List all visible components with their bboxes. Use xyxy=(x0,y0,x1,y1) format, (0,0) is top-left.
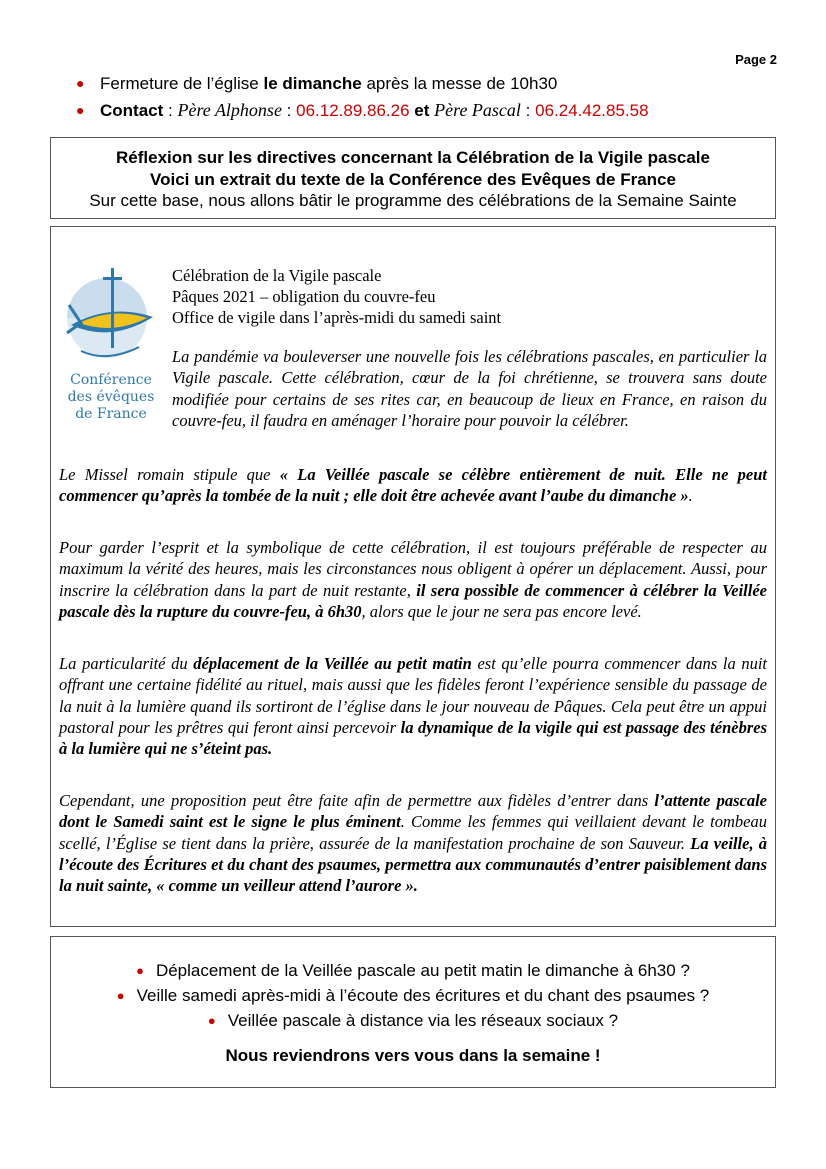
bullet-icon: ● xyxy=(207,1013,216,1028)
text-span: Le Missel romain stipule que xyxy=(59,465,280,484)
logo-text-line3: de France xyxy=(75,406,147,422)
reflection-note: Sur cette base, nous allons bâtir le programme des célébrations de la Semaine Sainte xyxy=(89,191,737,210)
cef-logo xyxy=(61,263,161,423)
contact-label: Contact xyxy=(100,101,164,120)
article-paragraph-cependant xyxy=(59,790,767,896)
bullet-icon: ● xyxy=(116,988,125,1003)
text-span: Cependant, une proposition peut être faite afin de permettre aux fidèles d’entrer dans xyxy=(59,791,655,810)
closing-text: Fermeture de l’église xyxy=(100,74,264,93)
contact-phone-1[interactable]: 06.12.89.86.26 xyxy=(296,101,410,120)
emphasis-span: la dynamique de la vigile qui est passage des ténèbres à la lumière qui ne s’éteint pas. xyxy=(59,717,767,759)
article-header xyxy=(172,265,501,328)
emphasis-span: « La Veillée pascale se célèbre entièrement de nuit. Elle ne peut commencer qu’après la tombée de la nuit ; elle doit être achevée avant l’aube du dimanche » xyxy=(59,465,767,506)
article-paragraph-horaire xyxy=(59,537,767,622)
article-box xyxy=(50,226,776,927)
emphasis-span: l’attente pascale dont le Samedi saint est le signe le plus éminent xyxy=(59,791,767,832)
option-item xyxy=(51,961,775,981)
bullet-icon: ● xyxy=(76,75,85,91)
contact-and: et xyxy=(409,101,435,120)
list-item-contact xyxy=(76,97,649,124)
closing-message: Nous reviendrons vers vous dans la semaine ! xyxy=(225,1046,601,1065)
contact-name-1: Père Alphonse xyxy=(177,100,282,120)
options-box xyxy=(50,936,776,1088)
reflection-title: Réflexion sur les directives concernant la Célébration de la Vigile pascale xyxy=(116,148,710,167)
article-title: Célébration de la Vigile pascale xyxy=(172,266,382,285)
cef-logo-emblem xyxy=(61,263,161,363)
closing-time: après la messe de 10h30 xyxy=(361,74,558,93)
text-span: . xyxy=(688,486,693,506)
article-paragraph-particularite xyxy=(59,653,767,759)
bullet-icon: ● xyxy=(136,963,144,978)
contact-phone-2[interactable]: 06.24.42.85.58 xyxy=(535,101,649,120)
text-span: La particularité du xyxy=(59,654,194,673)
text-span: . Comme les femmes qui veillaient devant le tombeau scellé, l’Église se tient dans la prière, assurée de la manifestation prochaine de son Sauveur. xyxy=(59,812,767,853)
logo-text-line2: des évêques xyxy=(67,389,155,405)
article-subtitle-2: Office de vigile dans l’après-midi du samedi saint xyxy=(172,308,502,327)
separator: : xyxy=(163,101,178,120)
option-text: Déplacement de la Veillée pascale au petit matin le dimanche à 6h30 ? xyxy=(155,961,690,980)
reflection-box xyxy=(50,137,776,219)
emphasis-span: il sera possible de commencer à célébrer la Veillée pascale dès la rupture du couvre-feu, à 6h30 xyxy=(59,580,767,621)
closing-day: le dimanche xyxy=(263,74,362,93)
article-paragraph-missel xyxy=(59,464,767,507)
separator: : xyxy=(520,101,536,120)
option-item xyxy=(51,986,775,1006)
top-list xyxy=(76,70,649,124)
text-span: Pour garder l’esprit et la symbolique de cette célébration, il est toujours préférable de respecter au maximum la vérité des heures, mais les circonstances nous obligent à opérer un déplacement. Aussi, pour inscrire la célébration dans la part de nuit restante, xyxy=(59,538,767,600)
emphasis-span: La veille, à l’écoute des Écritures et du chant des psaumes, permettra aux communautés d’entrer paisiblement dans la nuit sainte, « comme un veilleur attend l’aurore ». xyxy=(59,833,767,896)
contact-name-2: Père Pascal xyxy=(434,100,521,120)
separator: : xyxy=(281,101,297,120)
emphasis-span: déplacement de la Veillée au petit matin xyxy=(193,654,472,673)
option-item xyxy=(51,1011,775,1031)
text-span: est qu’elle pourra commencer dans la nuit offrant une certaine fidélité au rituel, mais aussi que les fidèles feront l’expérience sensible du passage de la nuit à la lumière quand ils sortiront de l’église dans le jour nouveau de Pâques. Cela peut être un appui pastoral pour les prêtres qui feront ainsi percevoir xyxy=(59,654,768,737)
text-span: , alors que le jour ne sera pas encore levé. xyxy=(361,601,642,621)
bullet-icon: ● xyxy=(76,102,85,118)
option-text: Veille samedi après-midi à l’écoute des écritures et du chant des psaumes ? xyxy=(136,986,710,1005)
article-intro: La pandémie va bouleverser une nouvelle fois les célébrations pascales, en particulier la Vigile pascale. Cette célébration, cœur de la foi chrétienne, se trouvera sans doute modifiée pour certains de ses rites car, en beaucoup de lieux en France, en raison du couvre-feu, il faudra en aménager l’horaire pour pouvoir la célébrer. xyxy=(172,347,767,430)
option-text: Veillée pascale à distance via les réseaux sociaux ? xyxy=(227,1011,619,1030)
reflection-subtitle: Voici un extrait du texte de la Conférence des Evêques de France xyxy=(150,169,676,189)
list-item-closing xyxy=(76,70,649,97)
logo-text-line1: Conférence xyxy=(70,372,152,388)
article-subtitle: Pâques 2021 – obligation du couvre-feu xyxy=(172,287,436,306)
page-number: Page 2 xyxy=(735,52,777,67)
